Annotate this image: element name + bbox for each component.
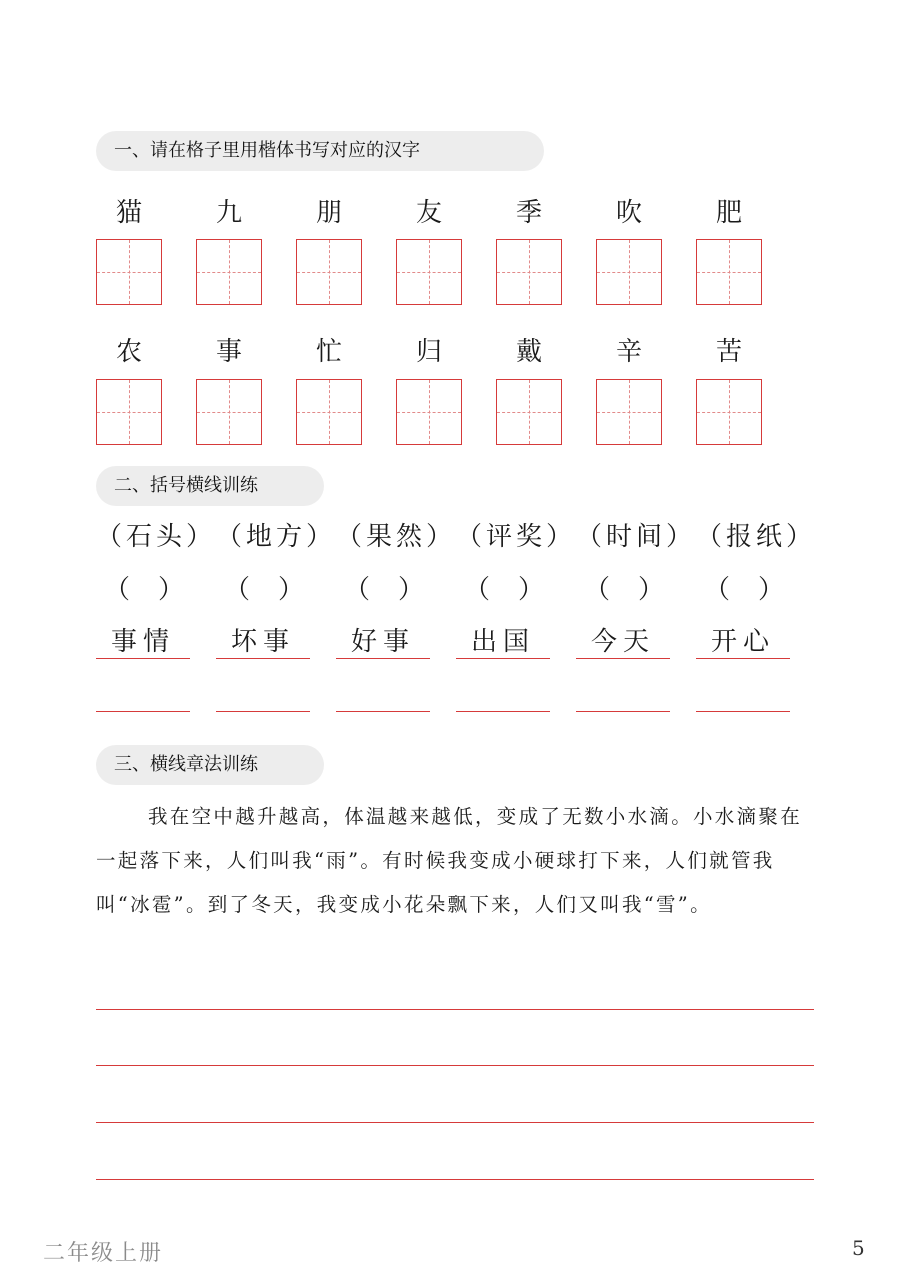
paren-prompt: （石头） [96,522,217,552]
section-1-title: 一、请在格子里用楷体书写对应的汉字 [96,131,544,171]
char-label: 戴 [515,337,542,367]
paren-open: （ [704,575,731,605]
practice-underline[interactable] [456,711,550,712]
char-label: 吹 [615,198,642,228]
word-underline [336,658,430,659]
writing-line[interactable] [96,1065,814,1066]
paren-close: ） [157,575,184,605]
char-label: 朋 [315,198,342,228]
char-label: 苦 [715,337,742,367]
practice-underline[interactable] [336,711,430,712]
paren-prompt: （果然） [336,522,457,552]
word-underline [216,658,310,659]
page-number: 5 [852,1236,865,1260]
writing-line[interactable] [96,1179,814,1180]
paren-prompt: （时间） [576,522,697,552]
paren-close: ） [757,575,784,605]
char-label: 农 [115,337,142,367]
tianzi-grid[interactable] [696,239,762,305]
char-label: 辛 [615,337,642,367]
paren-open: （ [584,575,611,605]
tianzi-grid[interactable] [296,239,362,305]
underline-word: 坏事 [230,627,295,657]
passage-text: 我在空中越升越高，体温越来越低，变成了无数小水滴。小水滴聚在一起落下来，人们叫我“雨”。有时候我变成小硬球打下来，人们就管我叫“冰雹”。到了冬天，我变成小花朵飘下来，人们又叫我“雪”。 [96,805,803,916]
tianzi-grid[interactable] [396,239,462,305]
tianzi-grid[interactable] [696,379,762,445]
underline-word: 今天 [590,627,655,657]
char-label: 肥 [715,198,742,228]
writing-line[interactable] [96,1122,814,1123]
section-2-title: 二、括号横线训练 [96,466,324,506]
char-label: 友 [415,198,442,228]
word-underline [96,658,190,659]
paren-close: ） [517,575,544,605]
paren-prompt: （地方） [216,522,337,552]
tianzi-grid[interactable] [196,239,262,305]
paren-close: ） [637,575,664,605]
tianzi-grid[interactable] [596,239,662,305]
word-underline [576,658,670,659]
paren-close: ） [277,575,304,605]
tianzi-grid[interactable] [96,239,162,305]
writing-line[interactable] [96,1009,814,1010]
tianzi-grid[interactable] [496,239,562,305]
practice-underline[interactable] [216,711,310,712]
practice-underline[interactable] [96,711,190,712]
practice-underline[interactable] [576,711,670,712]
paren-open: （ [104,575,131,605]
practice-underline[interactable] [696,711,790,712]
tianzi-grid[interactable] [196,379,262,445]
word-underline [456,658,550,659]
paren-open: （ [224,575,251,605]
char-label: 季 [515,198,542,228]
footer-grade-label: 二年级上册 [43,1241,164,1266]
paren-open: （ [464,575,491,605]
char-label: 忙 [315,337,342,367]
char-label: 归 [415,337,442,367]
char-label: 九 [215,198,242,228]
paren-prompt: （报纸） [696,522,817,552]
word-underline [696,658,790,659]
underline-word: 开心 [710,627,775,657]
paren-close: ） [397,575,424,605]
tianzi-grid[interactable] [596,379,662,445]
char-label: 事 [215,337,242,367]
tianzi-grid[interactable] [396,379,462,445]
tianzi-grid[interactable] [496,379,562,445]
section-3-title: 三、横线章法训练 [96,745,324,785]
char-label: 猫 [115,198,142,228]
paren-prompt: （评奖） [456,522,577,552]
tianzi-grid[interactable] [96,379,162,445]
tianzi-grid[interactable] [296,379,362,445]
underline-word: 好事 [350,627,415,657]
underline-word: 出国 [470,627,535,657]
underline-word: 事情 [110,627,175,657]
paren-open: （ [344,575,371,605]
